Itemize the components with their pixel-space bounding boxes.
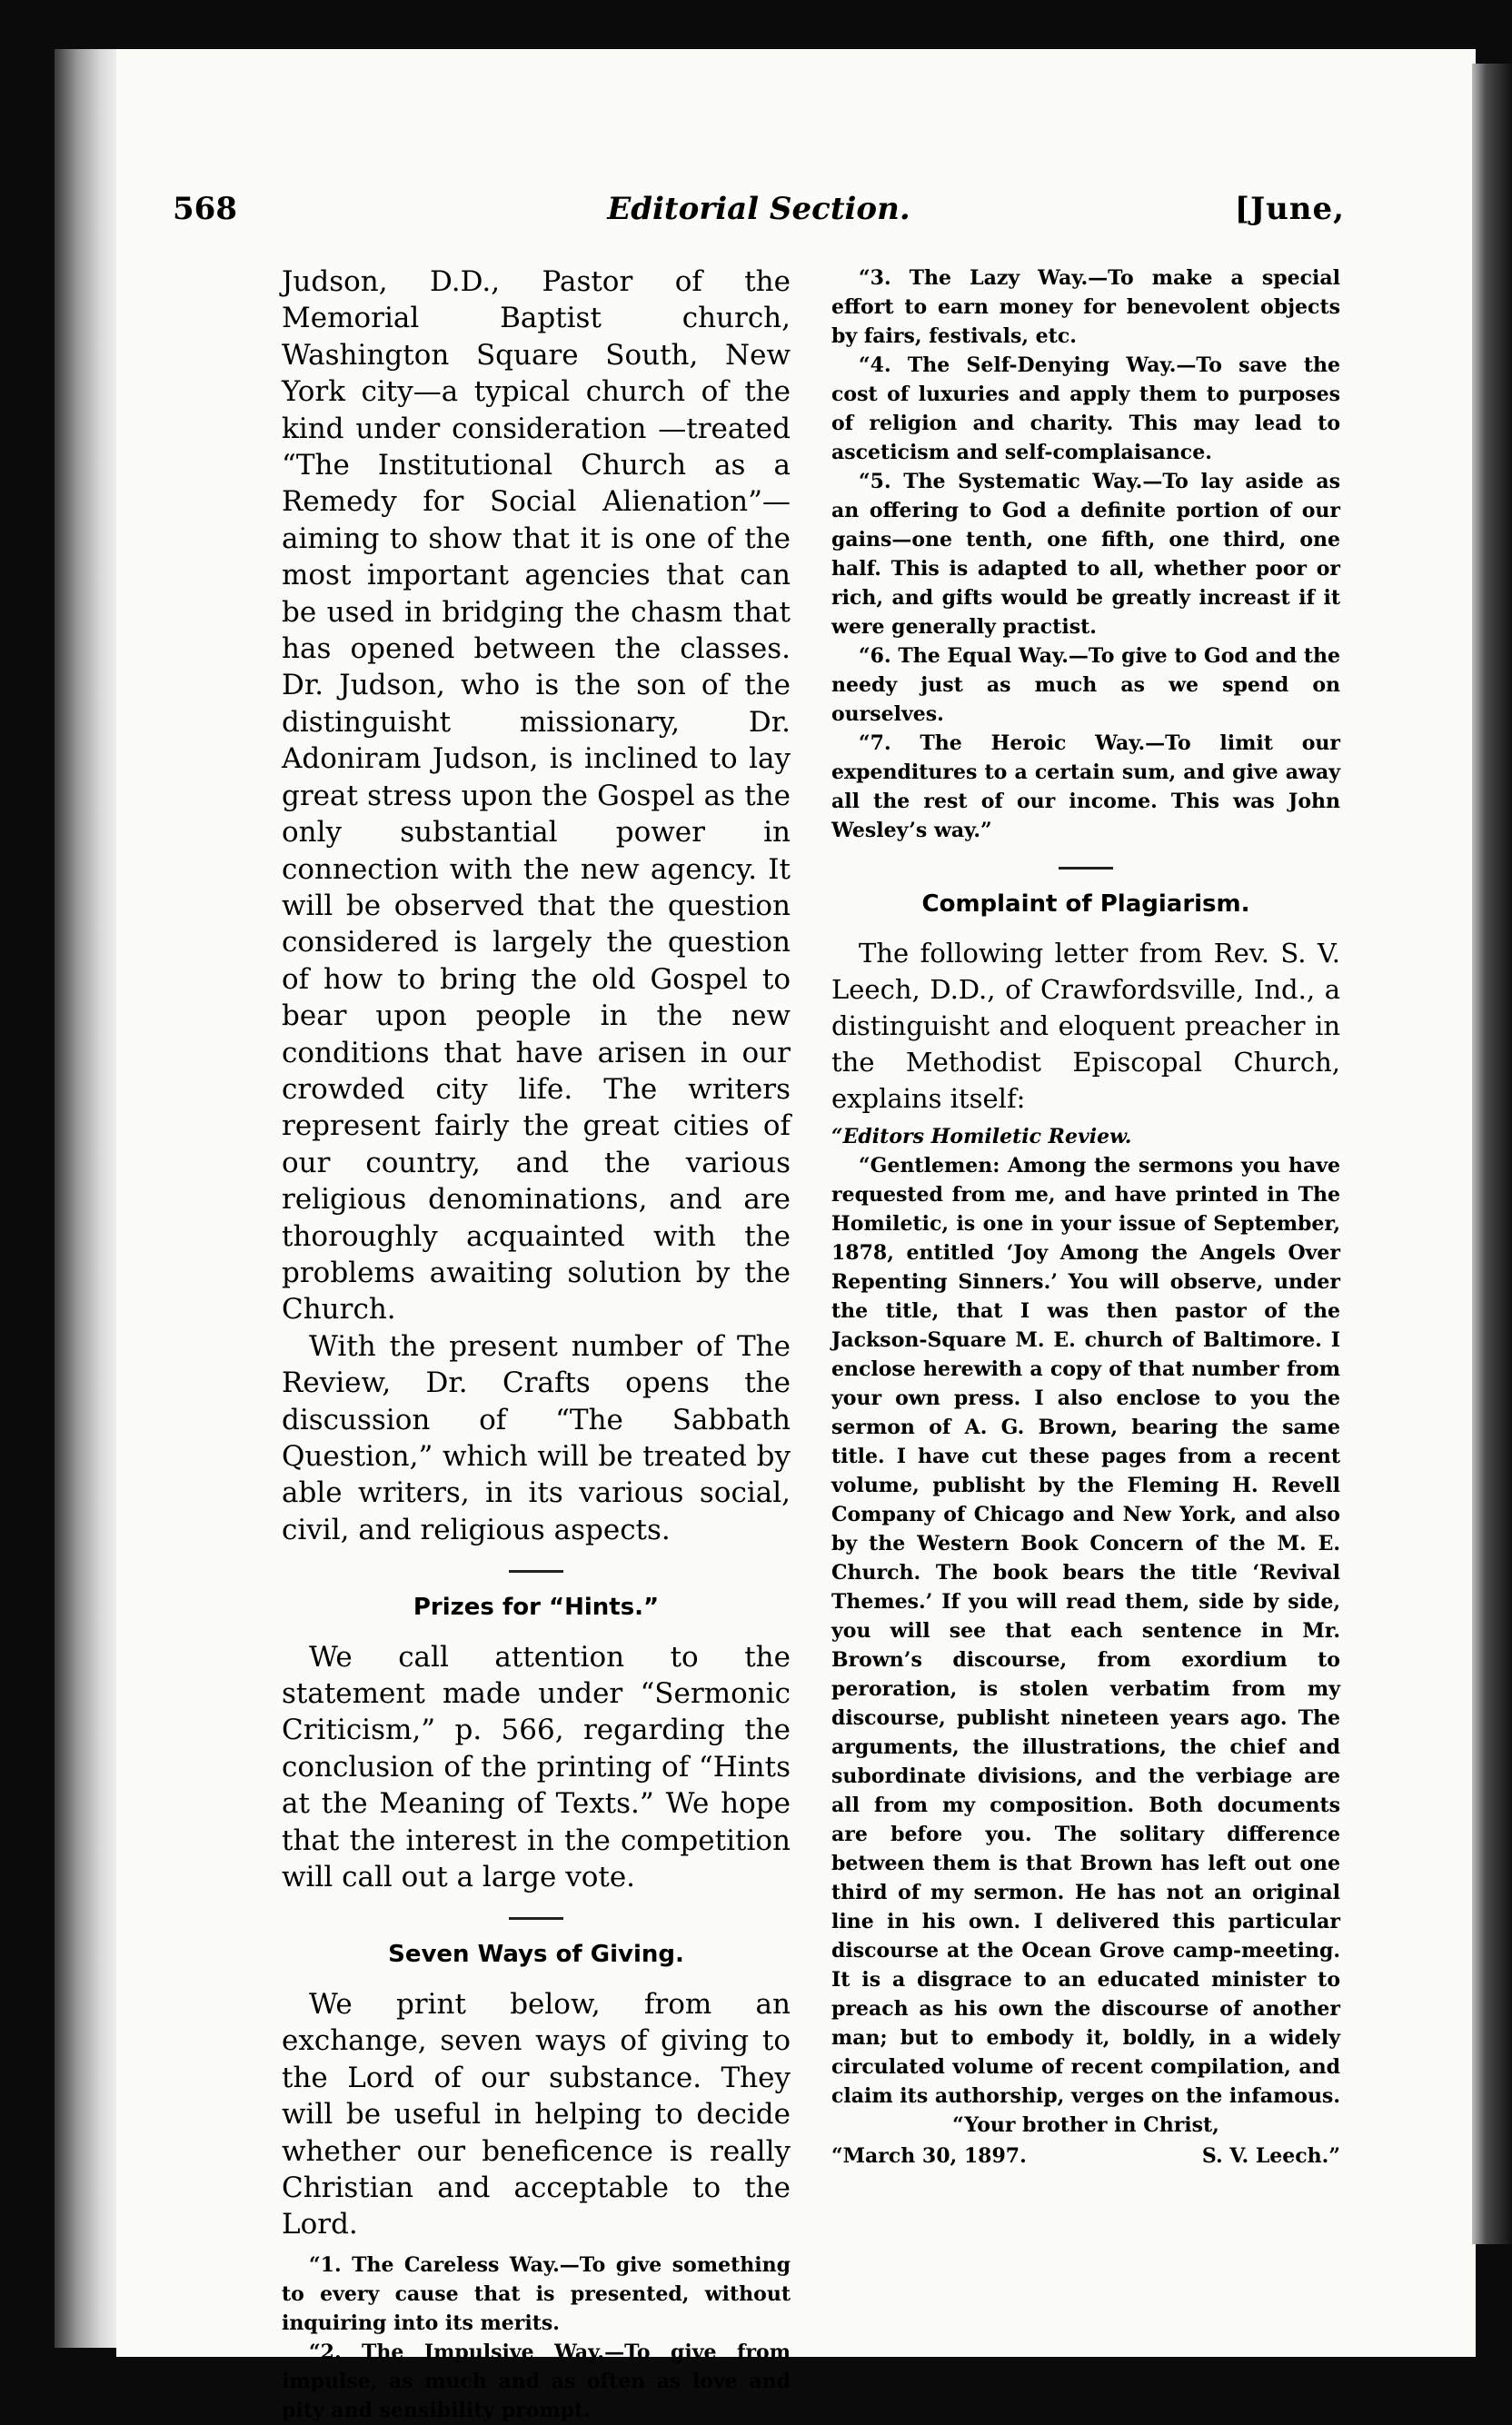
way-7: “7. The Heroic Way.—To limit our expenditures to a certain sum, and give away all the rest of our income. This was John Wesley’s way.”	[831, 731, 1340, 842]
left-column	[282, 263, 791, 2425]
plagiarism-heading: Complaint of Plagiarism.	[921, 890, 1250, 918]
letter-body: “Gentlemen: Among the sermons you have requested from me, and have printed in The Homiletic, is one in your issue of September, 1878, entitled ‘Joy Among the Angels Over Repenting Sinners.’ You will observe, under the title, that I was then pastor of the Jackson-Square M. E. church of Baltimore. I enclose herewith a copy of that number from your own press. I also enclose to you the sermon of A. G. Brown, bearing the same title. I have cut these pages from a recent volume, publisht by the Fleming H. Revell Company of Chicago and New York, and also by the Western Book Concern of the M. E. Church. The book bears the title ‘Revival Themes.’ If you will read them, side by side, you will see that each sentence in Mr. Brown’s discourse, from exordium to peroration, is stolen verbatim from my discourse, publisht nineteen years ago. The arguments, the illustrations, the chief and subordinate divisions, and the verbiage are all from my composition. Both documents are before you. The solitary difference between them is that Brown has left out one third of my sermon. He has not an original line in his own. I delivered this particular discourse at the Ocean Grove camp-meeting. It is a disgrace to an educated minister to preach as his own the discourse of another man; but to embody it, boldly, in a widely circulated volume of recent compilation, and claim its authorship, verges on the infamous.	[831, 1154, 1340, 2108]
prizes-heading: Prizes for “Hints.”	[413, 1594, 660, 1622]
giving-heading: Seven Ways of Giving.	[388, 1941, 684, 1969]
plagiarism-intro: The following letter from Rev. S. V. Leech, D.D., of Crawfordsville, Ind., a distinguisht and eloquent preacher in the Methodist Episcopal Church, explains itself:	[831, 938, 1340, 1114]
letter-date: “March 30, 1897.	[831, 2144, 1027, 2168]
prizes-paragraph: We call attention to the statement made under “Sermonic Criticism,” p. 566, regarding the conclusion of the printing of “Hints at the Meaning of Texts.” We hope that the interest in the competition will call out a large vote.	[282, 1640, 791, 1894]
letter-salutation: “Editors Homiletic Review.	[831, 1125, 1132, 1148]
letter-closing: “Your brother in Christ,	[952, 2113, 1219, 2137]
right-column	[831, 263, 1340, 2171]
page-number: 568	[173, 191, 237, 227]
section-divider	[509, 1917, 563, 1920]
giving-paragraph: We print below, from an exchange, seven ways of giving to the Lord of our substance. They will be useful in helping to decide whether our beneficence is really Christian and acceptable to the Lord.	[282, 1987, 791, 2241]
running-header	[173, 191, 1345, 245]
way-1: “1. The Careless Way.—To give something to every cause that is presented, without inquiring into its merits.	[282, 2252, 791, 2335]
way-2: “2. The Impulsive Way.—To give from impulse, as much and as often as love and pity and sensibility prompt.	[282, 2340, 791, 2422]
section-divider	[509, 1570, 563, 1573]
letter-signature: S. V. Leech.”	[1201, 2144, 1340, 2168]
scan-right-edge	[1472, 64, 1512, 2244]
scan-left-edge	[55, 49, 120, 2348]
section-title: Editorial Section.	[607, 191, 910, 227]
letter-signature-line	[831, 2142, 1340, 2171]
sabbath-paragraph: With the present number of The Review, Dr. Crafts opens the discussion of “The Sabbath Question,” which will be treated by able writers, in its various social, civil, and religious aspects.	[282, 1329, 791, 1546]
section-divider	[1059, 867, 1113, 870]
judson-paragraph: Judson, D.D., Pastor of the Memorial Baptist church, Washington Square South, New York city—a typical church of the kind under consideration —treated “The Institutional Church as a Remedy for Social Alienation”—aiming to show that it is one of the most important agencies that can be used in bridging the chasm that has opened between the classes. Dr. Judson, who is the son of the distinguisht missionary, Dr. Adoniram Judson, is inclined to lay great stress upon the Gospel as the only substantial power in connection with the new agency. It will be observed that the question considered is largely the question of how to bring the old Gospel to bear upon people in the new conditions that have arisen in our crowded city life. The writers represent fairly the great cities of our country, and the various religious denominations, and are thoroughly acquainted with the problems awaiting solution by the Church.	[282, 265, 791, 1327]
way-3: “3. The Lazy Way.—To make a special effort to earn money for benevolent objects by fairs, festivals, etc.	[831, 266, 1340, 348]
way-6: “6. The Equal Way.—To give to God and the needy just as much as we spend on ourselves.	[831, 644, 1340, 726]
way-4: “4. The Self-Denying Way.—To save the cost of luxuries and apply them to purposes of religion and charity. This may lead to asceticism and self-complaisance.	[831, 353, 1340, 464]
way-5: “5. The Systematic Way.—To lay aside as an offering to God a definite portion of our gains—one tenth, one fifth, one third, one half. This is adapted to all, whether poor or rich, and gifts would be greatly increast if it were generally practist.	[831, 470, 1340, 639]
running-month: [June,	[1234, 191, 1345, 227]
